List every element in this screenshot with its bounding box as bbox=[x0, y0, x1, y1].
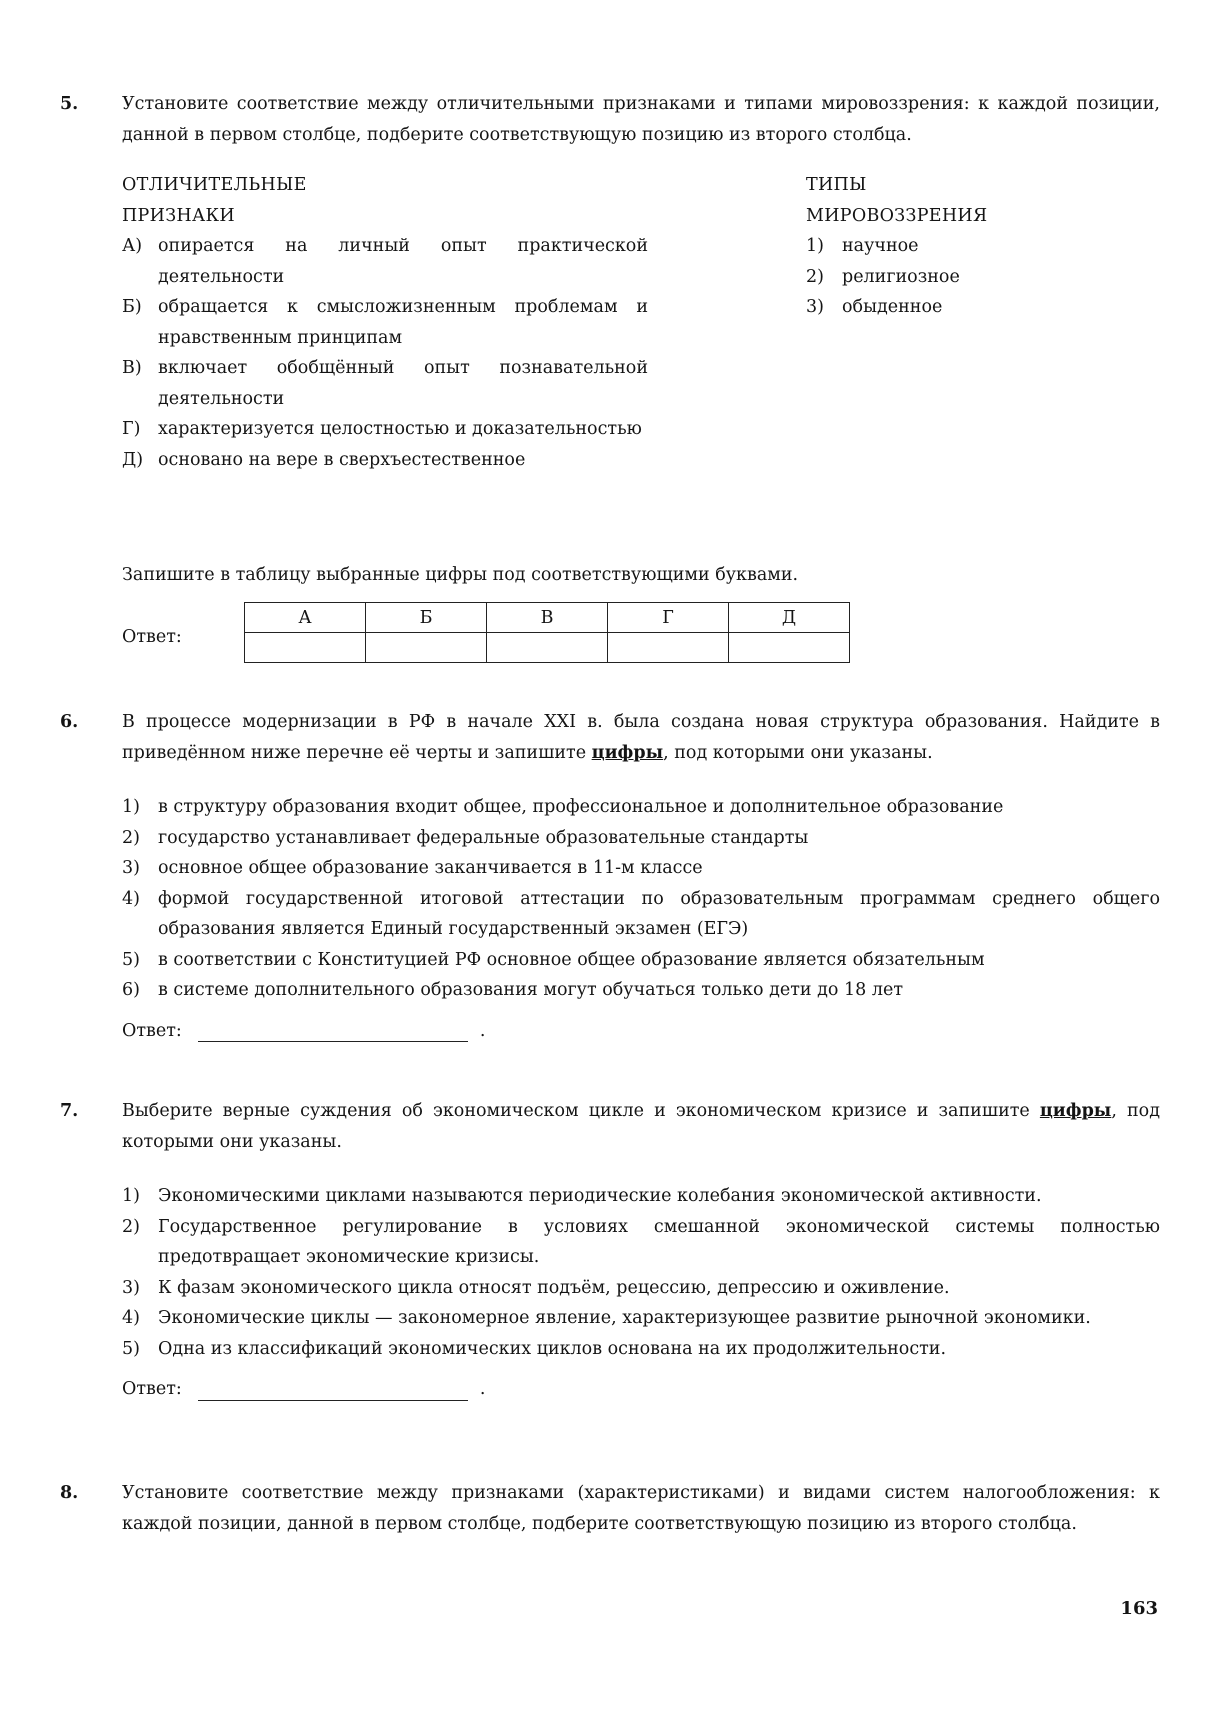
task-8 bbox=[60, 1478, 1160, 1539]
answer-field[interactable] bbox=[198, 1378, 468, 1401]
list-item bbox=[122, 853, 1160, 884]
task-6 bbox=[60, 707, 1160, 1046]
column-header: ОТЛИЧИТЕЛЬНЫЕ bbox=[122, 175, 307, 195]
item-text: в соответствии с Конституцией РФ основное общее образование является обязательным bbox=[158, 949, 985, 970]
item-label: Г) bbox=[122, 419, 141, 439]
list-item bbox=[122, 1334, 1160, 1365]
item-text: опирается на личный опыт практической деятельности bbox=[158, 236, 648, 287]
answer-table-block bbox=[60, 602, 1160, 672]
list-item bbox=[122, 823, 1160, 854]
task-number: 5. bbox=[60, 94, 79, 114]
feature-item bbox=[122, 231, 648, 292]
answer-line bbox=[122, 1016, 1160, 1047]
column-header: ПРИЗНАКИ bbox=[122, 205, 235, 226]
item-label: А) bbox=[122, 236, 143, 256]
item-text: Государственное регулирование в условиях смешанной экономической системы полностью предотвращает экономические кризисы. bbox=[158, 1216, 1160, 1267]
task-intro bbox=[122, 707, 1160, 768]
task-number: 8. bbox=[60, 1483, 79, 1503]
item-text: в структуру образования входит общее, профессиональное и дополнительное образование bbox=[158, 797, 1004, 817]
item-label: 3) bbox=[806, 297, 824, 317]
answer-field[interactable] bbox=[198, 1019, 468, 1042]
task-5 bbox=[60, 89, 1160, 514]
item-label: 5) bbox=[122, 949, 140, 970]
options-list bbox=[122, 792, 1160, 1006]
item-text: государство устанавливает федеральные образовательные стандарты bbox=[158, 827, 809, 848]
list-item bbox=[122, 884, 1160, 945]
answer-table-header: Г bbox=[608, 603, 729, 633]
intro-text: В процессе модернизации в РФ в начале XXI в. была создана новая структура образования. Найдите в приведённом ниже перечне её черты и запишите bbox=[122, 712, 1160, 763]
item-text: религиозное bbox=[842, 266, 960, 287]
item-text: в системе дополнительного образования могут обучаться только дети до 18 лет bbox=[158, 980, 903, 1000]
item-label: 5) bbox=[122, 1338, 140, 1359]
answer-cell[interactable] bbox=[366, 633, 487, 663]
list-item bbox=[122, 1303, 1160, 1334]
answer-label: Ответ: bbox=[122, 627, 182, 647]
intro-emphasis: цифры bbox=[591, 742, 664, 763]
item-label: Д) bbox=[122, 449, 144, 470]
list-item bbox=[122, 975, 1160, 1006]
item-text: основано на вере в сверхъестественное bbox=[158, 449, 526, 470]
answer-table-header: Д bbox=[729, 603, 850, 633]
feature-item bbox=[122, 292, 648, 353]
answer-cell[interactable] bbox=[729, 633, 850, 663]
item-text: Экономическими циклами называются периодические колебания экономической активности. bbox=[158, 1186, 1042, 1206]
intro-text: Выберите верные суждения об экономическом цикле и экономическом кризисе и запишите bbox=[122, 1101, 1040, 1121]
answer-table-header: Б bbox=[366, 603, 487, 633]
item-text: обращается к смысложизненным проблемам и нравственным принципам bbox=[158, 297, 648, 348]
task-intro: Установите соответствие между признаками (характеристиками) и видами систем налогообложения: к каждой позиции, данной в первом столбце, подберите соответствующую позицию из второго столбца. bbox=[122, 1483, 1160, 1534]
intro-text: , под которыми они указаны. bbox=[122, 1101, 1160, 1152]
item-text: К фазам экономического цикла относят подъём, рецессию, депрессию и оживление. bbox=[158, 1277, 950, 1298]
item-text: включает обобщённый опыт познавательной деятельности bbox=[158, 358, 648, 409]
item-label: 3) bbox=[122, 858, 140, 878]
column-header: МИРОВОЗЗРЕНИЯ bbox=[806, 205, 988, 226]
types-column bbox=[806, 170, 1106, 323]
item-label: 2) bbox=[122, 827, 140, 848]
answer-table-header: А bbox=[245, 603, 366, 633]
item-label: В) bbox=[122, 358, 142, 378]
feature-item bbox=[122, 445, 648, 476]
answer-cell[interactable] bbox=[608, 633, 729, 663]
list-item bbox=[122, 1181, 1160, 1212]
item-label: 6) bbox=[122, 980, 140, 1000]
answer-end: . bbox=[479, 1020, 486, 1041]
page-number: 163 bbox=[1120, 1598, 1158, 1619]
item-label: 2) bbox=[806, 266, 824, 287]
item-text: основное общее образование заканчивается в 11-м классе bbox=[158, 858, 703, 878]
list-item bbox=[122, 945, 1160, 976]
item-label: 4) bbox=[122, 1308, 140, 1328]
options-list bbox=[122, 1181, 1160, 1364]
list-item bbox=[122, 1273, 1160, 1304]
intro-text: , под которыми они указаны. bbox=[663, 742, 933, 763]
answer-label: Ответ: bbox=[122, 1379, 182, 1399]
item-text: Одна из классификаций экономических циклов основана на их продолжительности. bbox=[158, 1338, 947, 1359]
features-column bbox=[122, 170, 648, 475]
list-item bbox=[122, 1212, 1160, 1273]
task-intro bbox=[122, 1096, 1160, 1157]
item-text: Экономические циклы — закономерное явление, характеризующее развитие рыночной экономики. bbox=[158, 1308, 1091, 1328]
item-text: научное bbox=[842, 236, 919, 256]
column-header: ТИПЫ bbox=[806, 175, 867, 195]
feature-item bbox=[122, 414, 648, 445]
answer-cell[interactable] bbox=[245, 633, 366, 663]
item-label: 1) bbox=[806, 236, 824, 256]
answer-table bbox=[244, 602, 850, 663]
answer-cell[interactable] bbox=[487, 633, 608, 663]
table-instruction: Запишите в таблицу выбранные цифры под соответствующими буквами. bbox=[122, 565, 799, 585]
item-label: 1) bbox=[122, 797, 140, 817]
task-7 bbox=[60, 1096, 1160, 1405]
type-item bbox=[806, 231, 1106, 262]
item-label: 3) bbox=[122, 1277, 140, 1298]
type-item bbox=[806, 292, 1106, 323]
item-label: 4) bbox=[122, 888, 140, 909]
item-label: Б) bbox=[122, 297, 142, 317]
task-number: 6. bbox=[60, 712, 79, 732]
type-item bbox=[806, 262, 1106, 293]
answer-end: . bbox=[479, 1379, 486, 1399]
table-instruction-block bbox=[60, 560, 1160, 591]
item-text: формой государственной итоговой аттестации по образовательным программам среднего общего образования является Единый государственный экзамен (ЕГЭ) bbox=[158, 888, 1160, 939]
answer-table-header: В bbox=[487, 603, 608, 633]
intro-emphasis: цифры bbox=[1039, 1101, 1112, 1121]
answer-label: Ответ: bbox=[122, 1020, 182, 1041]
feature-item bbox=[122, 353, 648, 414]
answer-line bbox=[122, 1374, 1160, 1405]
item-text: характеризуется целостностью и доказательностью bbox=[158, 419, 642, 439]
matching-columns bbox=[122, 170, 1160, 514]
item-text: обыденное bbox=[842, 297, 943, 317]
task-intro: Установите соответствие между отличительными признаками и типами мировоззрения: к каждой позиции, данной в первом столбце, подберите соответствующую позицию из второго столбца. bbox=[122, 94, 1160, 145]
task-number: 7. bbox=[60, 1101, 79, 1121]
list-item bbox=[122, 792, 1160, 823]
item-label: 2) bbox=[122, 1216, 140, 1237]
item-label: 1) bbox=[122, 1186, 140, 1206]
